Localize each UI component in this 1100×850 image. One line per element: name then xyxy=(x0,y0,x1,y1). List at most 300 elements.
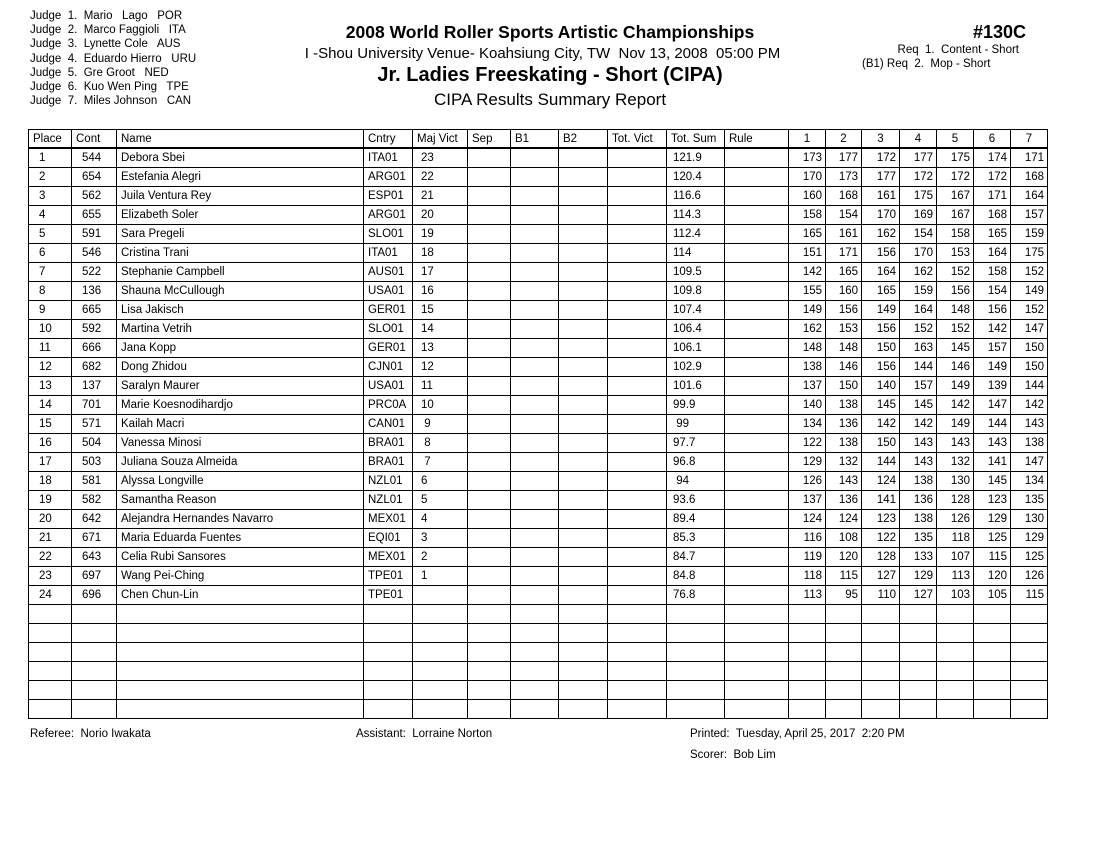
table-row xyxy=(29,377,1048,396)
cell-b1 xyxy=(511,168,559,187)
cell-b2 xyxy=(559,320,608,339)
cell-judge-score: 135 xyxy=(1011,491,1048,510)
cell-b2 xyxy=(559,168,608,187)
cell-cntry: MEX01 xyxy=(364,548,413,567)
cell-judge-score: 152 xyxy=(1011,301,1048,320)
cell-judge-score: 163 xyxy=(900,339,937,358)
cell-b1 xyxy=(511,244,559,263)
cell-judge-score: 172 xyxy=(862,148,900,168)
empty-cell xyxy=(1011,681,1048,700)
empty-cell xyxy=(900,681,937,700)
cell-sep xyxy=(468,396,511,415)
cell-cont: 581 xyxy=(72,472,117,491)
table-row xyxy=(29,415,1048,434)
empty-cell xyxy=(117,624,364,643)
column-header: 1 xyxy=(789,130,826,149)
cell-tot-sum: 109.5 xyxy=(667,263,725,282)
cell-place: 18 xyxy=(29,472,72,491)
cell-judge-score: 124 xyxy=(862,472,900,491)
cell-judge-score: 158 xyxy=(937,225,974,244)
cell-judge-score: 147 xyxy=(974,396,1011,415)
cell-rule xyxy=(725,339,789,358)
cell-sep xyxy=(468,320,511,339)
empty-cell xyxy=(725,605,789,624)
cell-cont: 655 xyxy=(72,206,117,225)
empty-cell xyxy=(725,624,789,643)
cell-maj-vict: 9 xyxy=(413,415,468,434)
empty-cell xyxy=(900,605,937,624)
cell-cont: 643 xyxy=(72,548,117,567)
cell-judge-score: 167 xyxy=(937,187,974,206)
cell-tot-sum: 99 xyxy=(667,415,725,434)
cell-cntry: ESP01 xyxy=(364,187,413,206)
cell-judge-score: 157 xyxy=(900,377,937,396)
empty-cell xyxy=(413,624,468,643)
cell-cont: 136 xyxy=(72,282,117,301)
empty-cell xyxy=(511,605,559,624)
cell-judge-score: 149 xyxy=(937,377,974,396)
empty-cell xyxy=(937,700,974,719)
cell-judge-score: 143 xyxy=(826,472,862,491)
cell-judge-score: 146 xyxy=(937,358,974,377)
cell-b2 xyxy=(559,187,608,206)
cell-cont: 562 xyxy=(72,187,117,206)
cell-judge-score: 156 xyxy=(862,320,900,339)
cell-judge-score: 147 xyxy=(1011,320,1048,339)
empty-cell xyxy=(900,643,937,662)
cell-b2 xyxy=(559,548,608,567)
table-row xyxy=(29,358,1048,377)
cell-judge-score: 165 xyxy=(826,263,862,282)
cell-rule xyxy=(725,263,789,282)
empty-cell xyxy=(511,662,559,681)
cell-judge-score: 149 xyxy=(974,358,1011,377)
cell-name: Jana Kopp xyxy=(117,339,364,358)
empty-cell xyxy=(826,605,862,624)
empty-cell xyxy=(974,643,1011,662)
requirement-2: (B1) Req 2. Mop - Short xyxy=(862,58,991,70)
cell-judge-score: 105 xyxy=(974,586,1011,605)
cell-judge-score: 175 xyxy=(1011,244,1048,263)
cell-judge-score: 165 xyxy=(974,225,1011,244)
cell-cntry: ITA01 xyxy=(364,244,413,263)
empty-cell xyxy=(1011,700,1048,719)
cell-judge-score: 143 xyxy=(900,453,937,472)
cell-place: 4 xyxy=(29,206,72,225)
empty-cell xyxy=(862,700,900,719)
empty-cell xyxy=(72,624,117,643)
cell-tot-vict xyxy=(608,567,667,586)
cell-judge-score: 157 xyxy=(974,339,1011,358)
cell-tot-sum: 116.6 xyxy=(667,187,725,206)
empty-row xyxy=(29,700,1048,719)
cell-name: Dong Zhidou xyxy=(117,358,364,377)
cell-cont: 666 xyxy=(72,339,117,358)
cell-cont: 654 xyxy=(72,168,117,187)
empty-cell xyxy=(468,681,511,700)
cell-judge-score: 152 xyxy=(937,263,974,282)
cell-sep xyxy=(468,453,511,472)
table-row xyxy=(29,472,1048,491)
cell-rule xyxy=(725,282,789,301)
cell-cont: 546 xyxy=(72,244,117,263)
cell-tot-vict xyxy=(608,320,667,339)
cell-sep xyxy=(468,339,511,358)
cell-cont: 571 xyxy=(72,415,117,434)
cell-judge-score: 142 xyxy=(1011,396,1048,415)
cell-judge-score: 173 xyxy=(789,148,826,168)
cell-judge-score: 141 xyxy=(862,491,900,510)
empty-cell xyxy=(559,681,608,700)
empty-cell xyxy=(29,681,72,700)
cell-judge-score: 141 xyxy=(974,453,1011,472)
cell-maj-vict: 3 xyxy=(413,529,468,548)
cell-b2 xyxy=(559,415,608,434)
judge-name: Kuo Wen Ping xyxy=(83,81,158,94)
empty-cell xyxy=(974,662,1011,681)
cell-place: 16 xyxy=(29,434,72,453)
cell-place: 8 xyxy=(29,282,72,301)
cell-tot-vict xyxy=(608,491,667,510)
empty-cell xyxy=(1011,605,1048,624)
cell-cont: 697 xyxy=(72,567,117,586)
cell-name: Celia Rubi Sansores xyxy=(117,548,364,567)
cell-tot-vict xyxy=(608,529,667,548)
cell-judge-score: 125 xyxy=(1011,548,1048,567)
cell-judge-score: 159 xyxy=(900,282,937,301)
column-header: Sep xyxy=(468,130,511,149)
cell-sep xyxy=(468,472,511,491)
cell-tot-sum: 94 xyxy=(667,472,725,491)
cell-judge-score: 162 xyxy=(789,320,826,339)
empty-cell xyxy=(364,643,413,662)
cell-maj-vict: 16 xyxy=(413,282,468,301)
cell-judge-score: 116 xyxy=(789,529,826,548)
cell-b1 xyxy=(511,491,559,510)
column-header: Maj Vict xyxy=(413,130,468,149)
cell-b2 xyxy=(559,358,608,377)
cell-judge-score: 129 xyxy=(1011,529,1048,548)
cell-judge-score: 115 xyxy=(1011,586,1048,605)
cell-b2 xyxy=(559,567,608,586)
judge-entry xyxy=(30,52,196,66)
cell-b2 xyxy=(559,206,608,225)
cell-judge-score: 124 xyxy=(826,510,862,529)
cell-b1 xyxy=(511,453,559,472)
cell-place: 3 xyxy=(29,187,72,206)
cell-tot-vict xyxy=(608,434,667,453)
empty-cell xyxy=(826,681,862,700)
cell-place: 21 xyxy=(29,529,72,548)
cell-b1 xyxy=(511,187,559,206)
cell-b2 xyxy=(559,225,608,244)
cell-b1 xyxy=(511,567,559,586)
cell-b1 xyxy=(511,586,559,605)
cell-place: 20 xyxy=(29,510,72,529)
empty-cell xyxy=(364,624,413,643)
judge-name: Eduardo Hierro xyxy=(83,52,162,65)
judge-label: Judge 1. xyxy=(30,10,78,22)
table-row xyxy=(29,567,1048,586)
cell-judge-score: 168 xyxy=(1011,168,1048,187)
cell-judge-score: 168 xyxy=(974,206,1011,225)
cell-cont: 665 xyxy=(72,301,117,320)
cell-sep xyxy=(468,510,511,529)
empty-cell xyxy=(72,643,117,662)
cell-sep xyxy=(468,529,511,548)
column-header: 4 xyxy=(900,130,937,149)
cell-judge-score: 155 xyxy=(789,282,826,301)
cell-b2 xyxy=(559,263,608,282)
cell-cntry: NZL01 xyxy=(364,472,413,491)
judge-name: Mario Lago xyxy=(83,10,148,22)
cell-judge-score: 115 xyxy=(974,548,1011,567)
cell-cntry: ARG01 xyxy=(364,168,413,187)
cell-judge-score: 132 xyxy=(826,453,862,472)
cell-cntry: USA01 xyxy=(364,377,413,396)
cell-judge-score: 145 xyxy=(937,339,974,358)
empty-cell xyxy=(117,605,364,624)
cell-judge-score: 175 xyxy=(900,187,937,206)
cell-maj-vict: 11 xyxy=(413,377,468,396)
cell-b2 xyxy=(559,586,608,605)
cell-sep xyxy=(468,282,511,301)
cell-sep xyxy=(468,377,511,396)
cell-judge-score: 149 xyxy=(789,301,826,320)
table-row xyxy=(29,320,1048,339)
empty-cell xyxy=(826,700,862,719)
empty-cell xyxy=(789,643,826,662)
cell-tot-vict xyxy=(608,339,667,358)
table-row xyxy=(29,225,1048,244)
cell-name: Alyssa Longville xyxy=(117,472,364,491)
cell-judge-score: 144 xyxy=(1011,377,1048,396)
cell-cntry: BRA01 xyxy=(364,453,413,472)
cell-judge-score: 145 xyxy=(862,396,900,415)
cell-cont: 503 xyxy=(72,453,117,472)
cell-rule xyxy=(725,472,789,491)
cell-sep xyxy=(468,491,511,510)
column-header: 2 xyxy=(826,130,862,149)
cell-tot-vict xyxy=(608,206,667,225)
cell-place: 11 xyxy=(29,339,72,358)
judge-name: Gre Groot xyxy=(83,66,135,79)
empty-cell xyxy=(862,624,900,643)
cell-name: Alejandra Hernandes Navarro xyxy=(117,510,364,529)
cell-b1 xyxy=(511,282,559,301)
cell-cont: 544 xyxy=(72,148,117,168)
cell-b1 xyxy=(511,339,559,358)
empty-row xyxy=(29,662,1048,681)
cell-b2 xyxy=(559,282,608,301)
cell-name: Juila Ventura Rey xyxy=(117,187,364,206)
cell-tot-sum: 97.7 xyxy=(667,434,725,453)
column-header: Tot. Vict xyxy=(608,130,667,149)
cell-judge-score: 148 xyxy=(789,339,826,358)
cell-maj-vict: 22 xyxy=(413,168,468,187)
empty-row xyxy=(29,605,1048,624)
cell-b1 xyxy=(511,148,559,168)
cell-rule xyxy=(725,377,789,396)
cell-name: Juliana Souza Almeida xyxy=(117,453,364,472)
cell-judge-score: 126 xyxy=(789,472,826,491)
empty-cell xyxy=(364,662,413,681)
cell-judge-score: 152 xyxy=(937,320,974,339)
empty-cell xyxy=(413,605,468,624)
cell-place: 13 xyxy=(29,377,72,396)
cell-rule xyxy=(725,358,789,377)
cell-judge-score: 138 xyxy=(1011,434,1048,453)
cell-cntry: NZL01 xyxy=(364,491,413,510)
cell-judge-score: 164 xyxy=(900,301,937,320)
cell-b2 xyxy=(559,510,608,529)
cell-judge-score: 175 xyxy=(937,148,974,168)
cell-sep xyxy=(468,263,511,282)
cell-tot-sum: 99.9 xyxy=(667,396,725,415)
cell-judge-score: 177 xyxy=(826,148,862,168)
cell-judge-score: 171 xyxy=(974,187,1011,206)
empty-cell xyxy=(667,624,725,643)
column-header: 7 xyxy=(1011,130,1048,149)
cell-cntry: GER01 xyxy=(364,301,413,320)
empty-cell xyxy=(559,643,608,662)
empty-cell xyxy=(937,662,974,681)
cell-judge-score: 115 xyxy=(826,567,862,586)
cell-judge-score: 172 xyxy=(974,168,1011,187)
cell-b2 xyxy=(559,396,608,415)
empty-cell xyxy=(862,643,900,662)
cell-place: 23 xyxy=(29,567,72,586)
cell-maj-vict: 10 xyxy=(413,396,468,415)
judge-entry xyxy=(30,80,196,94)
cell-cntry: GER01 xyxy=(364,339,413,358)
cell-tot-sum: 112.4 xyxy=(667,225,725,244)
cell-b2 xyxy=(559,301,608,320)
judge-entry xyxy=(30,23,196,37)
empty-cell xyxy=(1011,662,1048,681)
empty-cell xyxy=(1011,624,1048,643)
cell-judge-score: 128 xyxy=(862,548,900,567)
empty-cell xyxy=(667,681,725,700)
cell-tot-vict xyxy=(608,548,667,567)
cell-cont: 137 xyxy=(72,377,117,396)
cell-judge-score: 135 xyxy=(900,529,937,548)
cell-tot-sum: 102.9 xyxy=(667,358,725,377)
cell-maj-vict: 8 xyxy=(413,434,468,453)
empty-cell xyxy=(826,624,862,643)
cell-tot-sum: 107.4 xyxy=(667,301,725,320)
cell-place: 10 xyxy=(29,320,72,339)
table-row xyxy=(29,396,1048,415)
empty-cell xyxy=(608,681,667,700)
cell-cntry: MEX01 xyxy=(364,510,413,529)
cell-name: Vanessa Minosi xyxy=(117,434,364,453)
empty-cell xyxy=(413,700,468,719)
table-header-row xyxy=(29,130,1048,149)
cell-judge-score: 123 xyxy=(974,491,1011,510)
cell-judge-score: 149 xyxy=(937,415,974,434)
empty-cell xyxy=(725,643,789,662)
empty-cell xyxy=(72,681,117,700)
cell-judge-score: 174 xyxy=(974,148,1011,168)
cell-name: Lisa Jakisch xyxy=(117,301,364,320)
cell-maj-vict: 17 xyxy=(413,263,468,282)
cell-judge-score: 170 xyxy=(862,206,900,225)
empty-cell xyxy=(511,643,559,662)
cell-judge-score: 146 xyxy=(826,358,862,377)
cell-judge-score: 143 xyxy=(900,434,937,453)
cell-judge-score: 169 xyxy=(900,206,937,225)
cell-sep xyxy=(468,358,511,377)
empty-cell xyxy=(862,662,900,681)
judge-label: Judge 2. xyxy=(30,24,78,37)
cell-maj-vict: 5 xyxy=(413,491,468,510)
cell-b2 xyxy=(559,529,608,548)
empty-cell xyxy=(900,700,937,719)
cell-tot-vict xyxy=(608,586,667,605)
empty-cell xyxy=(29,700,72,719)
cell-judge-score: 142 xyxy=(937,396,974,415)
cell-sep xyxy=(468,434,511,453)
table-row xyxy=(29,301,1048,320)
cell-judge-score: 159 xyxy=(1011,225,1048,244)
cell-name: Shauna McCullough xyxy=(117,282,364,301)
empty-cell xyxy=(608,662,667,681)
cell-cntry: SLO01 xyxy=(364,320,413,339)
cell-maj-vict: 7 xyxy=(413,453,468,472)
cell-judge-score: 149 xyxy=(1011,282,1048,301)
cell-rule xyxy=(725,320,789,339)
cell-judge-score: 142 xyxy=(789,263,826,282)
cell-judge-score: 125 xyxy=(974,529,1011,548)
cell-rule xyxy=(725,187,789,206)
judge-country: TPE xyxy=(166,81,189,94)
cell-rule xyxy=(725,491,789,510)
cell-sep xyxy=(468,206,511,225)
cell-b2 xyxy=(559,434,608,453)
cell-judge-score: 153 xyxy=(826,320,862,339)
cell-judge-score: 127 xyxy=(900,586,937,605)
empty-cell xyxy=(900,624,937,643)
judge-label: Judge 6. xyxy=(30,81,78,94)
empty-cell xyxy=(468,624,511,643)
cell-judge-score: 142 xyxy=(900,415,937,434)
cell-judge-score: 156 xyxy=(826,301,862,320)
cell-cont: 701 xyxy=(72,396,117,415)
cell-place: 7 xyxy=(29,263,72,282)
cell-judge-score: 113 xyxy=(789,586,826,605)
empty-cell xyxy=(608,643,667,662)
empty-cell xyxy=(468,643,511,662)
event-number: #130C xyxy=(972,22,1026,42)
column-header: Cntry xyxy=(364,130,413,149)
cell-judge-score: 173 xyxy=(826,168,862,187)
cell-judge-score: 138 xyxy=(900,510,937,529)
cell-tot-vict xyxy=(608,377,667,396)
table-row xyxy=(29,168,1048,187)
cell-cntry: ITA01 xyxy=(364,148,413,168)
cell-maj-vict: 18 xyxy=(413,244,468,263)
cell-place: 12 xyxy=(29,358,72,377)
cell-tot-vict xyxy=(608,148,667,168)
cell-cont: 504 xyxy=(72,434,117,453)
cell-judge-score: 161 xyxy=(826,225,862,244)
empty-cell xyxy=(937,643,974,662)
empty-cell xyxy=(511,624,559,643)
cell-judge-score: 110 xyxy=(862,586,900,605)
empty-cell xyxy=(667,662,725,681)
cell-judge-score: 130 xyxy=(1011,510,1048,529)
